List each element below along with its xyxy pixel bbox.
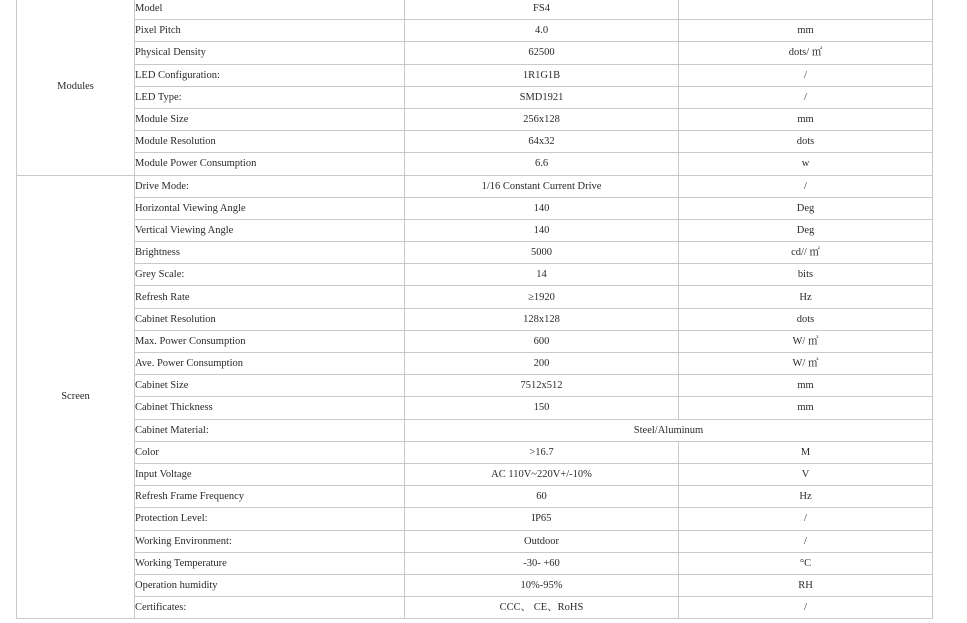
param-unit: mm [679, 20, 933, 42]
param-unit: mm [679, 375, 933, 397]
table-row [17, 441, 933, 463]
param-value: 10%-95% [405, 574, 679, 596]
param-value: 60 [405, 486, 679, 508]
table-row [17, 530, 933, 552]
table-row [17, 0, 933, 20]
table-row [17, 242, 933, 264]
param-unit: w [679, 153, 933, 175]
param-name: Brightness [135, 242, 405, 264]
param-name: Pixel Pitch [135, 20, 405, 42]
param-name: Cabinet Resolution [135, 308, 405, 330]
table-row [17, 197, 933, 219]
table-row [17, 419, 933, 441]
spec-table [16, 0, 933, 619]
param-value: 128x128 [405, 308, 679, 330]
param-unit: / [679, 86, 933, 108]
param-value: 6.6 [405, 153, 679, 175]
param-name: Certificates: [135, 597, 405, 619]
param-name: Cabinet Material: [135, 419, 405, 441]
param-value: 1R1G1B [405, 64, 679, 86]
param-unit: / [679, 175, 933, 197]
param-value: 14 [405, 264, 679, 286]
param-name: Model [135, 0, 405, 20]
table-row [17, 64, 933, 86]
param-unit: mm [679, 108, 933, 130]
param-value: 7512x512 [405, 375, 679, 397]
table-row [17, 463, 933, 485]
param-value: CCC、 CE、RoHS [405, 597, 679, 619]
param-unit [679, 0, 933, 20]
param-value: SMD1921 [405, 86, 679, 108]
param-value: 140 [405, 197, 679, 219]
param-value: Steel/Aluminum [405, 419, 933, 441]
table-row [17, 286, 933, 308]
param-unit: cd// ㎡ [679, 242, 933, 264]
table-row [17, 330, 933, 352]
param-name: Operation humidity [135, 574, 405, 596]
param-name: Working Environment: [135, 530, 405, 552]
param-name: Cabinet Thickness [135, 397, 405, 419]
group-label: Screen [17, 175, 135, 619]
param-name: Module Resolution [135, 131, 405, 153]
param-name: Horizontal Viewing Angle [135, 197, 405, 219]
param-unit: / [679, 508, 933, 530]
param-name: Physical Density [135, 42, 405, 64]
param-value: Outdoor [405, 530, 679, 552]
param-unit: dots [679, 308, 933, 330]
param-name: Color [135, 441, 405, 463]
param-name: Module Power Consumption [135, 153, 405, 175]
param-unit: Deg [679, 197, 933, 219]
param-unit: °C [679, 552, 933, 574]
group-label: Modules [17, 0, 135, 175]
table-row [17, 175, 933, 197]
param-name: Working Temperature [135, 552, 405, 574]
table-row [17, 353, 933, 375]
param-unit: W/ ㎡ [679, 353, 933, 375]
param-name: Grey Scale: [135, 264, 405, 286]
table-row [17, 552, 933, 574]
table-row [17, 153, 933, 175]
table-row [17, 486, 933, 508]
param-value: 1/16 Constant Current Drive [405, 175, 679, 197]
param-unit: / [679, 597, 933, 619]
param-name: Drive Mode: [135, 175, 405, 197]
table-row [17, 20, 933, 42]
param-value: -30- +60 [405, 552, 679, 574]
table-row [17, 108, 933, 130]
param-name: Protection Level: [135, 508, 405, 530]
table-row [17, 42, 933, 64]
param-value: 64x32 [405, 131, 679, 153]
table-row [17, 86, 933, 108]
param-unit: bits [679, 264, 933, 286]
table-row [17, 131, 933, 153]
param-name: Max. Power Consumption [135, 330, 405, 352]
param-unit: RH [679, 574, 933, 596]
param-unit: mm [679, 397, 933, 419]
table-row [17, 375, 933, 397]
table-row [17, 219, 933, 241]
param-unit: W/ ㎡ [679, 330, 933, 352]
param-name: Refresh Frame Frequency [135, 486, 405, 508]
param-value: 140 [405, 219, 679, 241]
param-unit: Deg [679, 219, 933, 241]
param-name: Ave. Power Consumption [135, 353, 405, 375]
param-value: FS4 [405, 0, 679, 20]
param-name: Cabinet Size [135, 375, 405, 397]
param-value: 150 [405, 397, 679, 419]
param-value: ≥1920 [405, 286, 679, 308]
param-unit: / [679, 64, 933, 86]
table-row [17, 508, 933, 530]
param-value: 62500 [405, 42, 679, 64]
param-value: 256x128 [405, 108, 679, 130]
param-unit: M [679, 441, 933, 463]
table-row [17, 308, 933, 330]
param-name: Vertical Viewing Angle [135, 219, 405, 241]
param-unit: / [679, 530, 933, 552]
param-name: Refresh Rate [135, 286, 405, 308]
table-row [17, 597, 933, 619]
param-value: 4.0 [405, 20, 679, 42]
param-unit: Hz [679, 286, 933, 308]
param-unit: Hz [679, 486, 933, 508]
param-value: 200 [405, 353, 679, 375]
param-unit: dots [679, 131, 933, 153]
table-row [17, 264, 933, 286]
param-value: AC 110V~220V+/-10% [405, 463, 679, 485]
param-value: 600 [405, 330, 679, 352]
param-name: LED Configuration: [135, 64, 405, 86]
param-name: LED Type: [135, 86, 405, 108]
param-unit: V [679, 463, 933, 485]
param-value: >16.7 [405, 441, 679, 463]
spec-table-body [17, 0, 933, 619]
table-row [17, 574, 933, 596]
table-row [17, 397, 933, 419]
param-value: IP65 [405, 508, 679, 530]
param-unit: dots/ ㎡ [679, 42, 933, 64]
param-name: Module Size [135, 108, 405, 130]
param-name: Input Voltage [135, 463, 405, 485]
param-value: 5000 [405, 242, 679, 264]
